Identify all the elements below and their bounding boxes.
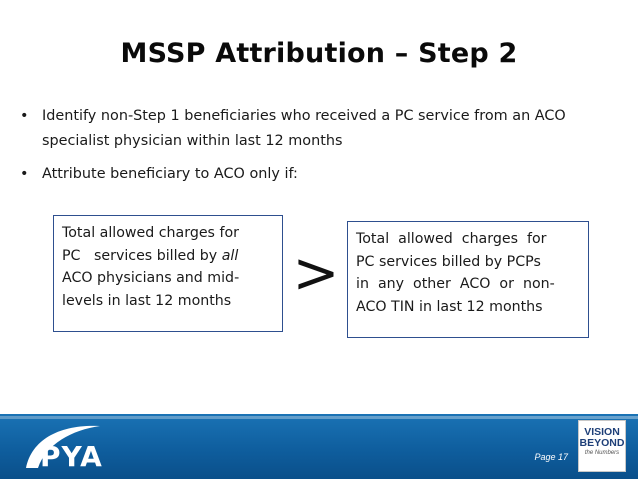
pya-logo-text: PYA bbox=[40, 440, 103, 473]
other-aco-charges-box bbox=[347, 221, 589, 338]
greater-than-operator: > bbox=[292, 241, 340, 306]
bullet-dot-icon: • bbox=[20, 166, 29, 182]
vision-beyond-badge bbox=[578, 420, 626, 472]
box-line bbox=[62, 245, 274, 268]
box-line-text: PC services billed by bbox=[62, 247, 222, 264]
badge-line: BEYOND bbox=[579, 437, 625, 449]
aco-charges-box bbox=[53, 215, 283, 332]
box-line: Total allowed charges for bbox=[62, 225, 239, 241]
emphasis-all: all bbox=[221, 247, 239, 264]
box-line: ACO TIN in last 12 months bbox=[356, 298, 543, 315]
bullet-text: Attribute beneficiary to ACO only if: bbox=[42, 166, 298, 182]
bullet-item bbox=[18, 162, 618, 187]
box-line: PC services billed by PCPs bbox=[356, 253, 541, 270]
box-line: Total allowed charges for bbox=[356, 231, 547, 247]
page-number: Page 17 bbox=[534, 452, 568, 462]
slide-title: MSSP Attribution – Step 2 bbox=[120, 38, 518, 69]
badge-line: VISION bbox=[584, 426, 620, 438]
bullet-dot-icon: • bbox=[20, 108, 29, 124]
bullet-list bbox=[18, 104, 618, 195]
bullet-item bbox=[18, 104, 618, 154]
box-line: ACO physicians and mid- bbox=[62, 270, 240, 286]
box-line: in any other ACO or non- bbox=[356, 276, 555, 292]
badge-line: the Numbers bbox=[584, 450, 620, 456]
box-line: levels in last 12 months bbox=[62, 292, 232, 309]
bullet-text: Identify non-Step 1 beneficiaries who received a PC service from an ACO specialist physician within last 12 months bbox=[42, 108, 566, 149]
